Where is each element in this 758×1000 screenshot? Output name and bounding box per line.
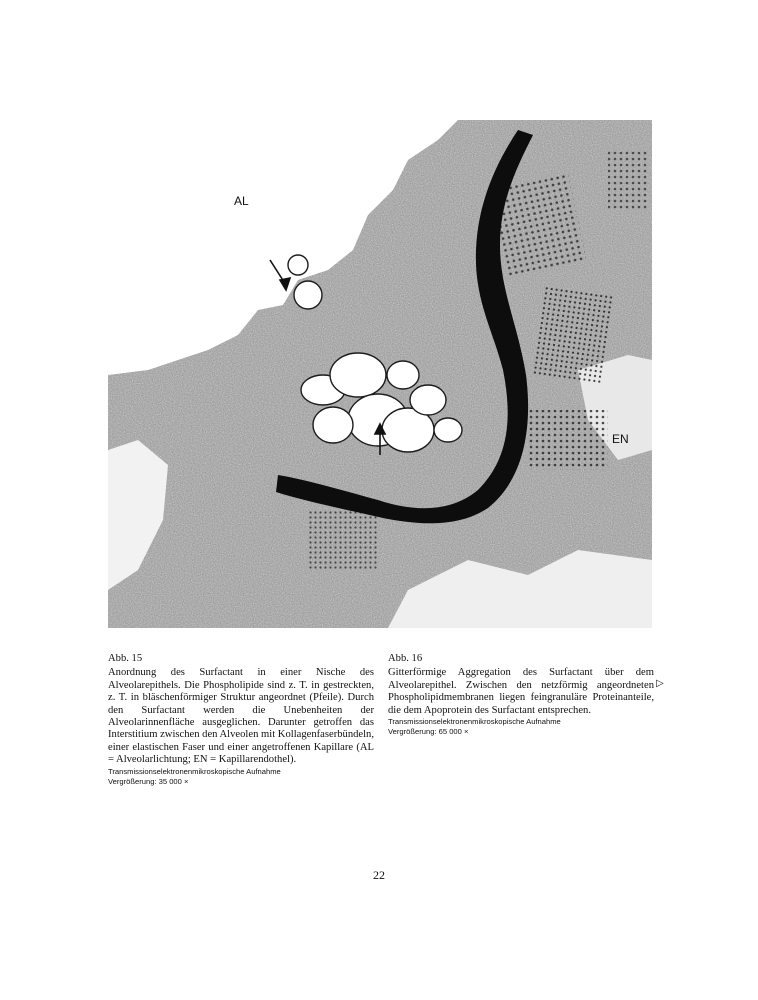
caption-figure-15 xyxy=(108,653,374,787)
page-number: 22 xyxy=(373,868,385,882)
figure-number: Abb. 15 xyxy=(108,653,143,664)
imaging-method: Transmissionselektronenmikroskopische Aufnahme xyxy=(108,766,281,776)
magnification: Vergrößerung: 65 000 × xyxy=(388,727,469,737)
caption-text: Anordnung des Surfactant in einer Nische des Alveolarepithels. Die Phospholipide sind z. T. in gestreckten, z. T. in bläschenförmiger Struktur angeordnet (Pfeile). Durch den Surfactant werden die Unebenheiten der Alveolarinnenfläche ausgeglichen. Darunter getroffen das Interstitium zwischen den Alveolen mit Kollagenfaserbündeln, einer elastischen Faser und einer angetroffenen Kapillare (AL = Alveolarlichtung; EN = Kapillarendothel). xyxy=(108,667,374,766)
figure-number: Abb. 16 xyxy=(388,653,423,664)
caption-text: Gitterförmige Aggregation des Surfactant über dem Alveolarepithel. Zwischen den netzförmig angeordneten Phospholipidmembranen liegen feingranuläre Proteinanteile, die dem Apoprotein des Surfactant entsprechen. xyxy=(388,667,654,716)
label-capillary-endothelium: EN xyxy=(612,432,629,446)
caption-figure-16 xyxy=(388,653,654,737)
magnification: Vergrößerung: 35 000 × xyxy=(108,776,189,786)
label-alveolar-lumen: AL xyxy=(234,194,249,208)
imaging-method: Transmissionselektronenmikroskopische Aufnahme xyxy=(388,717,561,727)
next-page-pointer-icon: ▷ xyxy=(656,678,664,689)
electron-micrograph xyxy=(108,120,652,628)
